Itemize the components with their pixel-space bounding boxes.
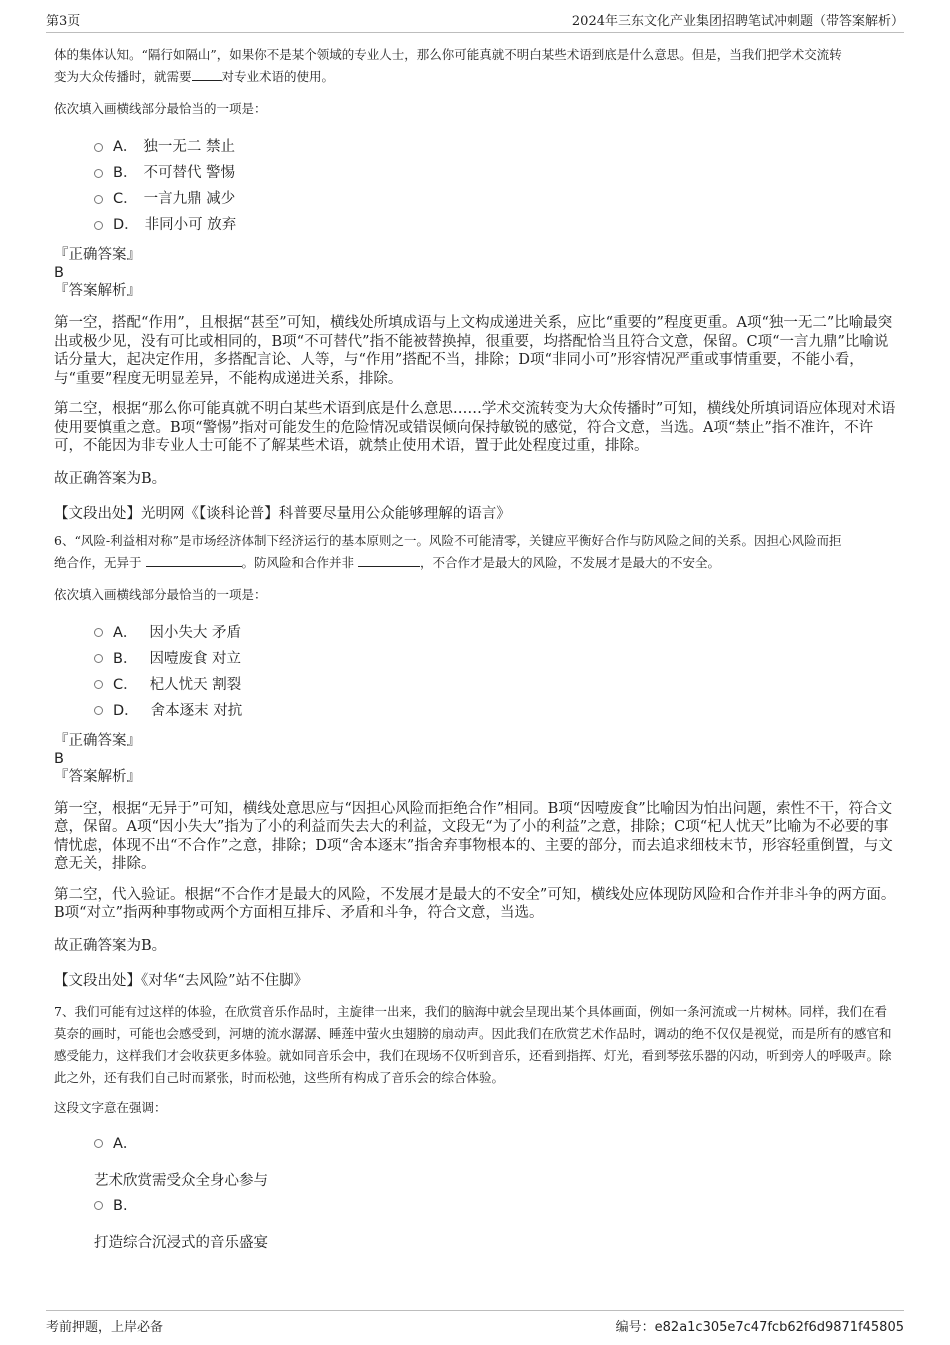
q7-text: 7、我们可能有过这样的体验，在欣赏音乐作品时，主旋律一出来，我们的脑海中就会呈现出某个具体画面，例如一条河流或一片树林。同样，我们在看莫奈的画时，可能也会感受到，河塘的流水潺潺、睡莲中萤火虫翅膀的扇动声。因此我们在欣赏艺术作品时，调动的绝不仅仅是视觉，而是所有的感官和感受能力，这样我们才会收获更多体验。就如同音乐会中，我们在现场不仅听到音乐，还看到指挥、灯光，看到琴弦乐器的闪动，听到旁人的呼吸声。除此之外，还有我们自己时而紧张，时而松弛，这些所有构成了音乐会的综合体验。: [54, 1003, 892, 1085]
q6-analysis-label: 『答案解析』: [54, 768, 141, 785]
q6-text: 6、“风险-利益相对称”是市场经济体制下经济运行的基本原则之一。风险不可能清零，关键应平衡好合作与防风险之间的关系。因担心风险而拒 绝合作，无异于 。防风险和合作并非 ，不合作才是最大的风险，不发展才是最大的不安全。: [54, 532, 842, 570]
radio-icon[interactable]: [94, 221, 103, 230]
blank-line: [192, 67, 222, 81]
radio-icon[interactable]: [94, 654, 103, 663]
q6-source: 【文段出处】《对华“去风险”站不住脚》: [54, 973, 309, 989]
q7-prompt: 这段文字意在强调：: [54, 1099, 167, 1115]
radio-icon[interactable]: [94, 1139, 103, 1148]
q6-options: [54, 620, 896, 724]
footer-slogan: 考前押题，上岸必备: [46, 1320, 164, 1335]
q5-answer: B: [54, 265, 64, 281]
blank-line: [358, 553, 420, 567]
q7-options-b: [54, 1193, 896, 1219]
q5-options: [54, 134, 896, 238]
radio-icon[interactable]: [94, 143, 103, 152]
q5-option-d[interactable]: D． 非同小可 放弃: [94, 212, 896, 238]
radio-icon[interactable]: [94, 169, 103, 178]
q5-text: 体的集体认知。“隔行如隔山”，如果你不是某个领域的专业人士，那么你可能真就不明白某些术语到底是什么意思。但是，当我们把学术交流转 变为大众传播时，就需要 对专业术语的使用。: [54, 47, 842, 84]
q5-prompt: 依次填入画横线部分最恰当的一项是：: [54, 101, 267, 116]
q5-analysis-p2: 第二空，根据“那么你可能真就不明白某些术语到底是什么意思……学术交流转变为大众传播时”可知，横线处所填词语应体现对术语使用要慎重之意。B项“警惕”指对可能发生的危险情况或错误倾向保持敏锐的感觉，符合文意，当选。A项“禁止”指不准许，不许可，不能因为非专业人士可能不了解某些术语，就禁止使用术语，置于此处程度过重，排除。: [54, 401, 896, 454]
q5-option-a[interactable]: A． 独一无二 禁止: [94, 134, 896, 160]
radio-icon[interactable]: [94, 680, 103, 689]
page-footer: [46, 1310, 904, 1335]
radio-icon[interactable]: [94, 195, 103, 204]
radio-icon[interactable]: [94, 1201, 103, 1210]
q6-analysis-p2: 第二空，代入验证。根据“不合作才是最大的风险，不发展才是最大的不安全”可知，横线处应体现防风险和合作并非斗争的两方面。B项“对立”指两种事物或两个方面相互排斥、矛盾和斗争，符合文意，当选。: [54, 886, 896, 921]
q7-option-b-text: 打造综合沉浸式的音乐盛宴: [94, 1234, 268, 1251]
q7-option-a[interactable]: A．: [94, 1131, 896, 1157]
q7-options: [54, 1131, 896, 1157]
document-code: 编号：e82a1c305e7c47fcb62f6d9871f45805: [615, 1320, 904, 1335]
q6-option-b[interactable]: B． 因噎废食 对立: [94, 646, 896, 672]
q5-analysis-p1: 第一空，搭配“作用”，且根据“甚至”可知，横线处所填成语与上文构成递进关系，应比“重要的”程度更重。A项“独一无二”比喻最突出或极少见，没有可比或相同的，B项“不可替代”指不能被替换掉，很重要，均搭配恰当且符合文意，保留。C项“一言九鼎”比喻说话分量大，起决定作用，多搭配言论、人等，与“作用”搭配不当，排除；D项“非同小可”形容情况严重或事情重要，不能小看，与“重要”程度无明显差异，不能构成递进关系，排除。: [54, 315, 893, 387]
q6-conclusion: 故正确答案为B。: [54, 937, 167, 954]
page-number: 第3页: [46, 14, 81, 29]
q6-prompt: 依次填入画横线部分最恰当的一项是：: [54, 586, 267, 602]
q6-answer-label: 『正确答案』: [54, 732, 141, 749]
q5-option-b[interactable]: B． 不可替代 警惕: [94, 160, 896, 186]
radio-icon[interactable]: [94, 628, 103, 637]
q6-analysis-p1: 第一空，根据“无异于”可知，横线处意思应与“因担心风险而拒绝合作”相同。B项“因噎废食”比喻因为怕出问题，索性不干，符合文意，保留。A项“因小失大”指为了小的利益而失去大的利益，文段无“为了小的利益”之意，排除；C项“杞人忧天”比喻为不必要的事情忧虑，体现不出“不合作”之意，排除；D项“舍本逐末”指舍弃事物根本的、主要的部分，而去追求细枝末节，形容轻重倒置，与文意无关，排除。: [54, 800, 893, 872]
q5-analysis-label: 『答案解析』: [54, 283, 141, 299]
radio-icon[interactable]: [94, 706, 103, 715]
page-header: [46, 10, 904, 33]
q6-option-d[interactable]: D． 舍本逐末 对抗: [94, 698, 896, 724]
q5-answer-label: 『正确答案』: [54, 247, 141, 263]
q5-source: 【文段出处】光明网《【谈科论普】科普要尽量用公众能够理解的语言》: [54, 506, 511, 522]
q7-option-b[interactable]: B.: [94, 1193, 896, 1219]
q6-answer: B: [54, 750, 64, 767]
blank-line: [146, 553, 242, 567]
document-body: [54, 44, 896, 1253]
q6-option-c[interactable]: C． 杞人忧天 割裂: [94, 672, 896, 698]
q7-option-a-text: 艺术欣赏需受众全身心参与: [94, 1172, 268, 1189]
q6-option-a[interactable]: A． 因小失大 矛盾: [94, 620, 896, 646]
q5-conclusion: 故正确答案为B。: [54, 470, 167, 487]
q5-option-c[interactable]: C． 一言九鼎 减少: [94, 186, 896, 212]
document-title: 2024年三东文化产业集团招聘笔试冲刺题（带答案解析）: [571, 14, 904, 29]
